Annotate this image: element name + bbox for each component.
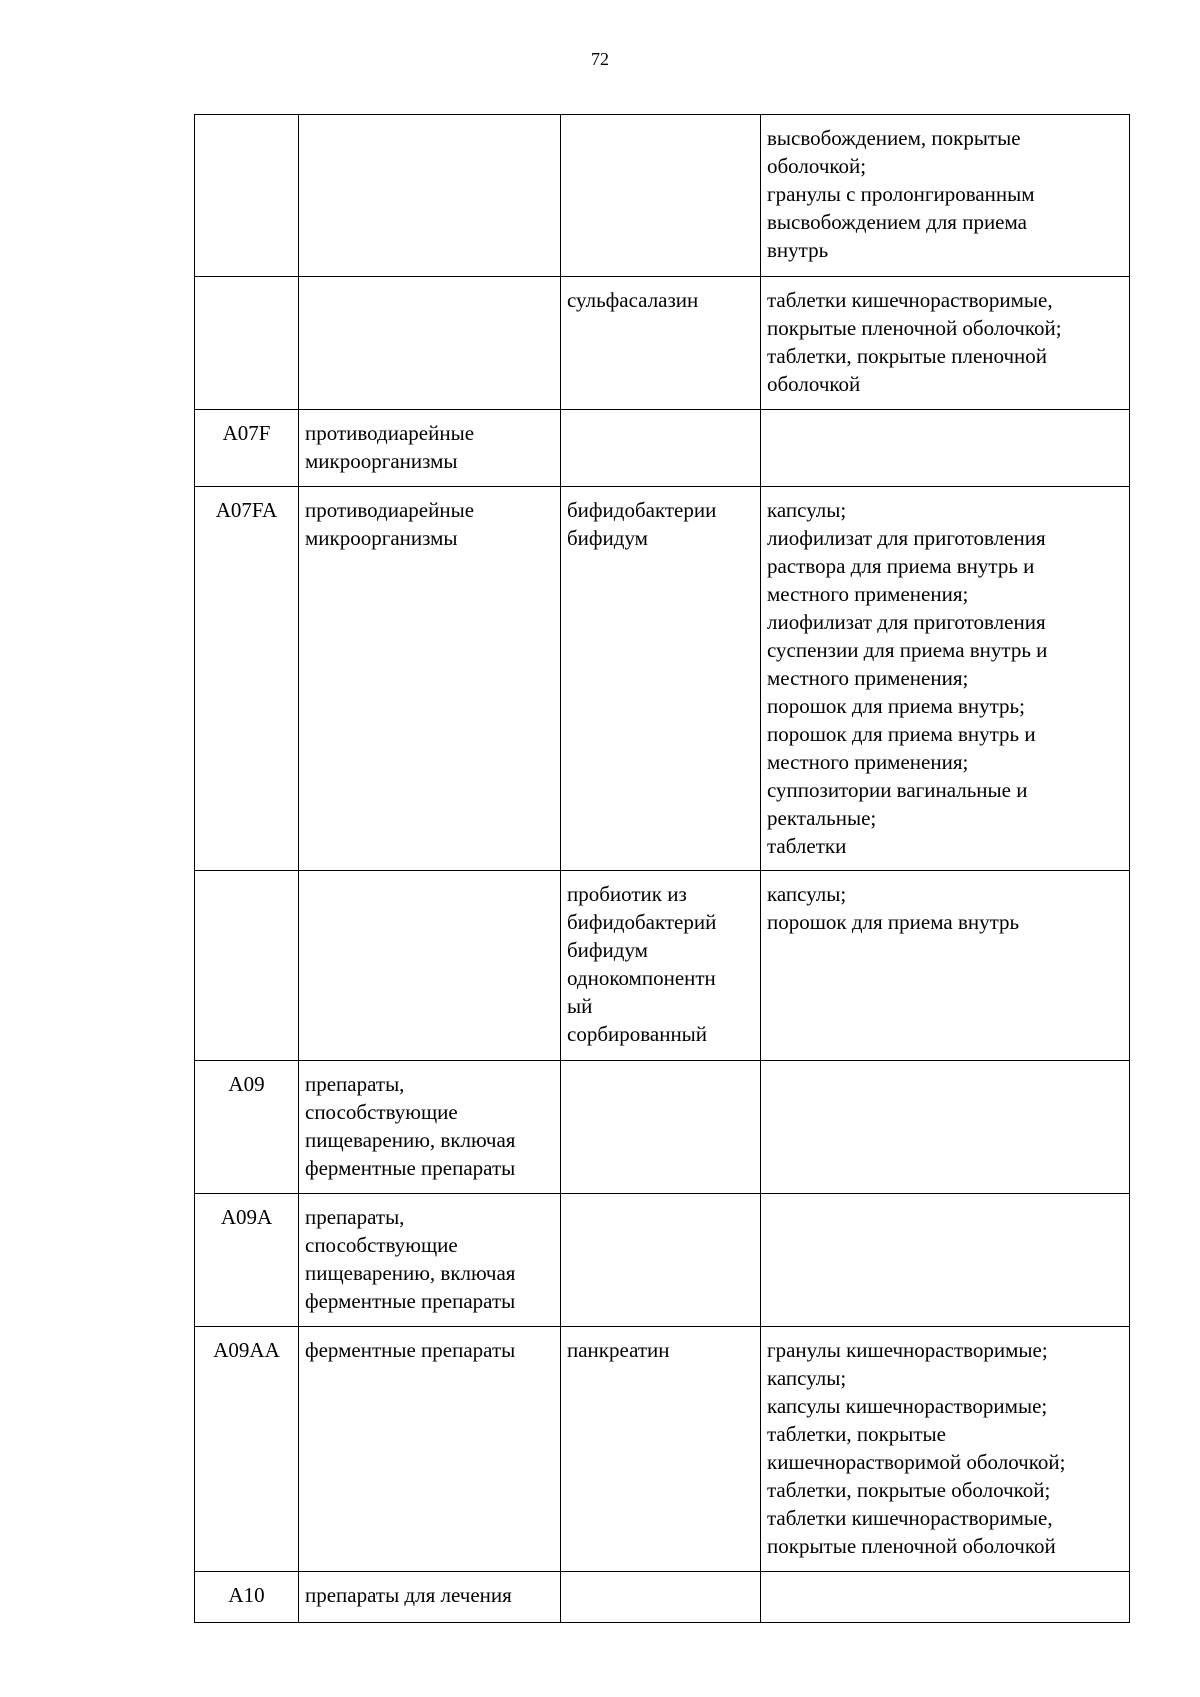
cell-text-line: сорбированный bbox=[567, 1022, 708, 1046]
cell-text-line: суспензии для приема внутрь и bbox=[767, 638, 1048, 662]
cell-text-line: способствующие bbox=[305, 1100, 458, 1124]
table-row bbox=[195, 487, 1130, 871]
cell-text-line: таблетки bbox=[767, 834, 847, 858]
cell-text-line: гранулы с пролонгированным bbox=[767, 182, 1035, 206]
group-name-cell bbox=[299, 1572, 561, 1623]
cell-text-line: панкреатин bbox=[567, 1338, 670, 1362]
table-body bbox=[195, 115, 1130, 1623]
group-name-cell bbox=[299, 115, 561, 277]
cell-text-line: порошок для приема внутрь и bbox=[767, 722, 1036, 746]
cell-text-line: капсулы; bbox=[767, 498, 847, 522]
cell-text-line: препараты, bbox=[305, 1205, 405, 1229]
cell-text-line: препараты, bbox=[305, 1072, 405, 1096]
cell-text-line: таблетки кишечнорастворимые, bbox=[767, 288, 1053, 312]
table-row bbox=[195, 1572, 1130, 1623]
cell-text-line: лиофилизат для приготовления bbox=[767, 610, 1046, 634]
cell-text-line: капсулы; bbox=[767, 882, 847, 906]
cell-text-line: таблетки, покрытые оболочкой; bbox=[767, 1478, 1051, 1502]
table-row bbox=[195, 115, 1130, 277]
atc-code-cell: A09A bbox=[195, 1194, 299, 1327]
drug-name-cell bbox=[561, 410, 761, 487]
drug-name-cell bbox=[561, 277, 761, 410]
dosage-forms-cell bbox=[761, 1061, 1130, 1194]
cell-text-line: оболочкой; bbox=[767, 154, 867, 178]
medication-table bbox=[194, 114, 1130, 1623]
cell-text-line: таблетки, покрытые пленочной bbox=[767, 344, 1048, 368]
cell-text-line: капсулы; bbox=[767, 1366, 847, 1390]
cell-text-line: пищеварению, включая bbox=[305, 1261, 516, 1285]
group-name-cell bbox=[299, 871, 561, 1061]
drug-name-cell bbox=[561, 1061, 761, 1194]
dosage-forms-cell bbox=[761, 1194, 1130, 1327]
cell-text-line: сульфасалазин bbox=[567, 288, 699, 312]
atc-code-cell bbox=[195, 871, 299, 1061]
cell-text-line: оболочкой bbox=[767, 372, 861, 396]
cell-text-line: противодиарейные bbox=[305, 421, 475, 445]
cell-text-line: бифидобактерии bbox=[567, 498, 717, 522]
cell-text-line: бифидум bbox=[567, 526, 648, 550]
cell-text-line: местного применения; bbox=[767, 666, 969, 690]
cell-text-line: способствующие bbox=[305, 1233, 458, 1257]
table-row bbox=[195, 871, 1130, 1061]
drug-name-cell bbox=[561, 115, 761, 277]
cell-text-line: микроорганизмы bbox=[305, 526, 458, 550]
dosage-forms-cell bbox=[761, 410, 1130, 487]
cell-text-line: покрытые пленочной оболочкой bbox=[767, 1534, 1056, 1558]
cell-text-line: микроорганизмы bbox=[305, 449, 458, 473]
cell-text-line: ый bbox=[567, 994, 593, 1018]
drug-name-cell bbox=[561, 871, 761, 1061]
cell-text-line: местного применения; bbox=[767, 582, 969, 606]
cell-text-line: противодиарейные bbox=[305, 498, 475, 522]
cell-text-line: порошок для приема внутрь bbox=[767, 910, 1020, 934]
cell-text-line: раствора для приема внутрь и bbox=[767, 554, 1035, 578]
cell-text-line: высвобождением, покрытые bbox=[767, 126, 1021, 150]
cell-text-line: таблетки кишечнорастворимые, bbox=[767, 1506, 1053, 1530]
cell-text-line: пробиотик из bbox=[567, 882, 687, 906]
dosage-forms-cell bbox=[761, 277, 1130, 410]
cell-text-line: пищеварению, включая bbox=[305, 1128, 516, 1152]
cell-text-line: капсулы кишечнорастворимые; bbox=[767, 1394, 1048, 1418]
atc-code-cell: A07F bbox=[195, 410, 299, 487]
cell-text-line: порошок для приема внутрь; bbox=[767, 694, 1025, 718]
drug-name-cell bbox=[561, 1194, 761, 1327]
dosage-forms-cell bbox=[761, 115, 1130, 277]
cell-text-line: ферментные препараты bbox=[305, 1289, 516, 1313]
group-name-cell bbox=[299, 410, 561, 487]
cell-text-line: местного применения; bbox=[767, 750, 969, 774]
atc-code-cell bbox=[195, 277, 299, 410]
cell-text-line: таблетки, покрытые bbox=[767, 1422, 946, 1446]
group-name-cell bbox=[299, 277, 561, 410]
cell-text-line: гранулы кишечнорастворимые; bbox=[767, 1338, 1048, 1362]
drug-name-cell bbox=[561, 487, 761, 871]
cell-text-line: покрытые пленочной оболочкой; bbox=[767, 316, 1062, 340]
table-row bbox=[195, 1061, 1130, 1194]
dosage-forms-cell bbox=[761, 1327, 1130, 1572]
cell-text-line: бифидобактерий bbox=[567, 910, 717, 934]
dosage-forms-cell bbox=[761, 487, 1130, 871]
drug-name-cell bbox=[561, 1572, 761, 1623]
cell-text-line: однокомпонентн bbox=[567, 966, 716, 990]
atc-code-cell: A09 bbox=[195, 1061, 299, 1194]
cell-text-line: лиофилизат для приготовления bbox=[767, 526, 1046, 550]
dosage-forms-cell bbox=[761, 1572, 1130, 1623]
atc-code-cell: A07FA bbox=[195, 487, 299, 871]
table-row bbox=[195, 1327, 1130, 1572]
page-number: 72 bbox=[591, 49, 609, 69]
cell-text-line: ферментные препараты bbox=[305, 1156, 516, 1180]
group-name-cell bbox=[299, 487, 561, 871]
atc-code-cell bbox=[195, 115, 299, 277]
group-name-cell bbox=[299, 1194, 561, 1327]
dosage-forms-cell bbox=[761, 871, 1130, 1061]
cell-text-line: ректальные; bbox=[767, 806, 877, 830]
drug-name-cell bbox=[561, 1327, 761, 1572]
table-row bbox=[195, 410, 1130, 487]
cell-text-line: препараты для лечения bbox=[305, 1583, 512, 1607]
atc-code-cell: A09AA bbox=[195, 1327, 299, 1572]
group-name-cell bbox=[299, 1327, 561, 1572]
cell-text-line: кишечнорастворимой оболочкой; bbox=[767, 1450, 1066, 1474]
cell-text-line: бифидум bbox=[567, 938, 648, 962]
cell-text-line: внутрь bbox=[767, 238, 829, 262]
cell-text-line: высвобождением для приема bbox=[767, 210, 1027, 234]
atc-code-cell: A10 bbox=[195, 1572, 299, 1623]
cell-text-line: ферментные препараты bbox=[305, 1338, 516, 1362]
group-name-cell bbox=[299, 1061, 561, 1194]
table-row bbox=[195, 277, 1130, 410]
table-row bbox=[195, 1194, 1130, 1327]
cell-text-line: суппозитории вагинальные и bbox=[767, 778, 1028, 802]
